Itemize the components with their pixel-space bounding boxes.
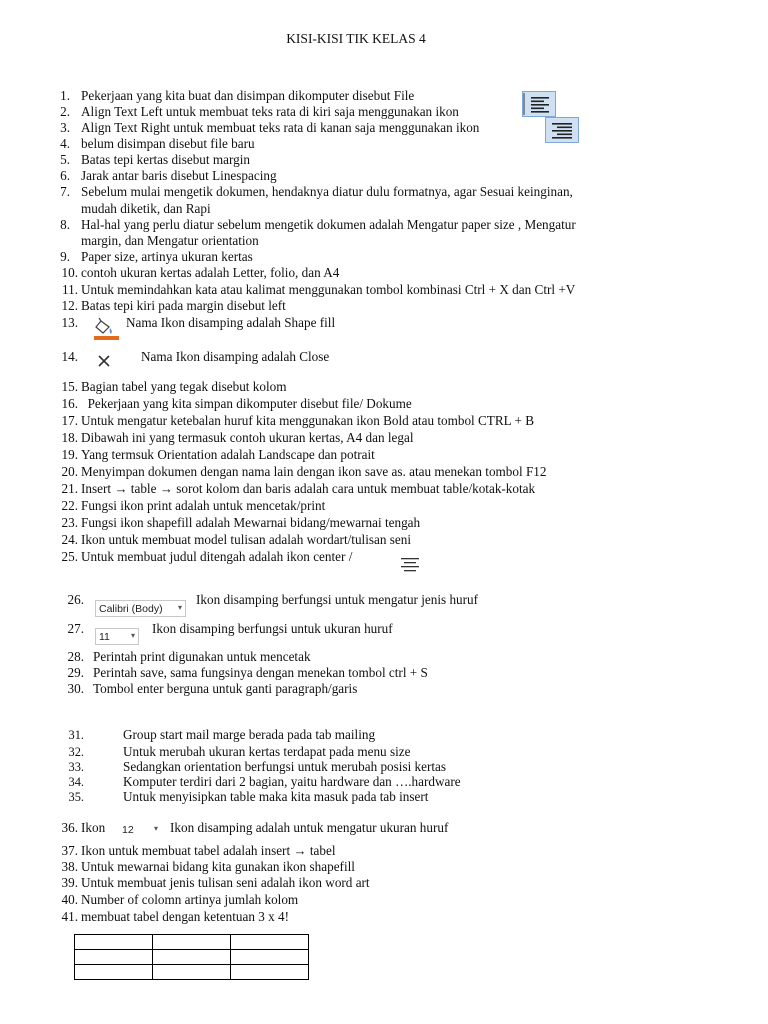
- table-cell: [153, 935, 231, 950]
- font-size-dropdown: 12 ▾: [118, 821, 162, 838]
- close-icon: [97, 354, 111, 368]
- table-cell: [153, 965, 231, 980]
- align-left-icon: [522, 91, 556, 117]
- table-row: [75, 935, 309, 950]
- align-right-icon: [545, 117, 579, 143]
- shape-fill-icon: [93, 317, 121, 341]
- page-title: KISI-KISI TIK KELAS 4: [286, 31, 426, 46]
- chevron-down-icon: ▾: [153, 824, 158, 833]
- chevron-down-icon: ▾: [177, 603, 182, 612]
- font-name-dropdown: Calibri (Body) ▾: [95, 600, 186, 617]
- table-cell: [75, 950, 153, 965]
- chevron-down-icon: ▾: [130, 631, 135, 640]
- align-center-icon: [398, 555, 422, 573]
- table-cell: [231, 950, 309, 965]
- table-cell: [231, 935, 309, 950]
- table-cell: [75, 965, 153, 980]
- empty-table: [74, 934, 309, 980]
- table-cell: [75, 935, 153, 950]
- font-size-dropdown: 11 ▾: [95, 628, 139, 645]
- table-cell: [153, 950, 231, 965]
- table-row: [75, 950, 309, 965]
- table-row: [75, 965, 309, 980]
- table-cell: [231, 965, 309, 980]
